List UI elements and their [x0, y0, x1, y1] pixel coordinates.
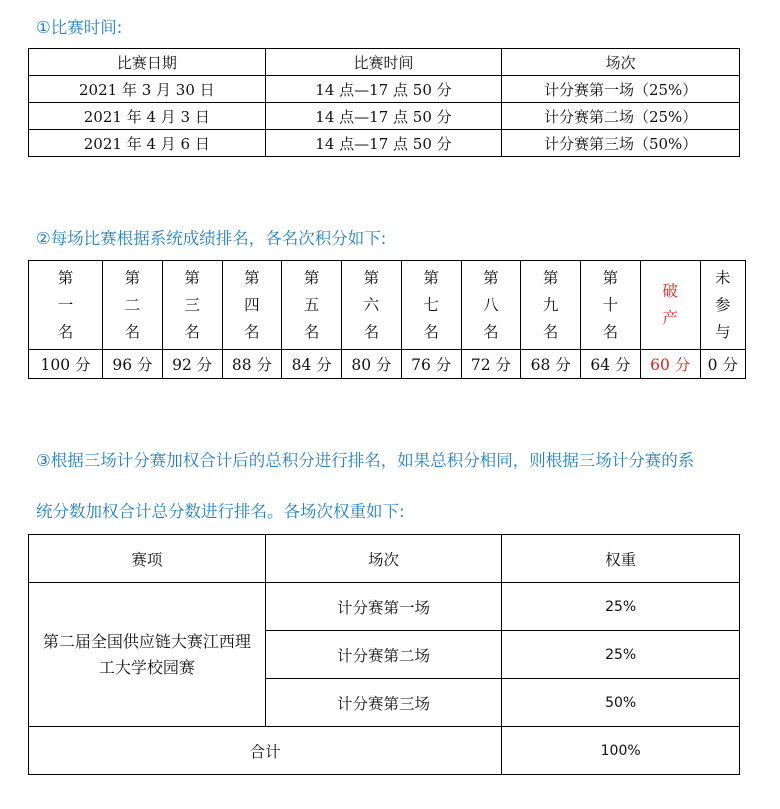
cell-time: 14 点—17 点 50 分 — [265, 76, 502, 103]
label-char: 名 — [244, 322, 260, 341]
label-char: 第 — [363, 268, 380, 287]
table-header-row — [29, 535, 740, 583]
table-header-row — [29, 49, 740, 76]
label-char: 产 — [662, 309, 678, 327]
label-char: 第 — [602, 268, 619, 287]
label-char: 名 — [303, 322, 320, 341]
label-char: 参 — [715, 295, 731, 314]
cell-date: 2021 年 4 月 6 日 — [29, 130, 266, 157]
absent-label — [700, 261, 745, 350]
label-char: 第 — [483, 268, 499, 287]
cell-time: 14 点—17 点 50 分 — [265, 103, 502, 130]
section3-heading-line2: 统分数加权合计总分数进行排名。各场次权重如下: — [36, 502, 405, 521]
label-char: 一 — [57, 295, 74, 314]
cell-weight: 25% — [502, 583, 740, 631]
header-round: 场次 — [502, 49, 740, 76]
rank-2-score: 96 分 — [103, 350, 163, 379]
total-label: 合计 — [29, 727, 502, 775]
weight-table — [28, 534, 740, 775]
rank-1-label — [29, 261, 103, 350]
section2-heading: ②每场比赛根据系统成绩排名，各名次积分如下: — [36, 229, 387, 248]
rank-5-score: 84 分 — [282, 350, 342, 379]
table-row — [29, 103, 740, 130]
bankrupt-score: 60 分 — [640, 350, 700, 379]
rank-score-row — [29, 350, 746, 379]
label-char: 与 — [715, 322, 731, 341]
label-char: 名 — [184, 322, 200, 341]
label-char: 三 — [184, 295, 200, 314]
rank-9-score: 68 分 — [521, 350, 581, 379]
label-char: 未 — [715, 268, 731, 287]
label-char: 名 — [483, 322, 499, 341]
section1-heading: ①比赛时间: — [36, 18, 123, 37]
rank-3-label — [162, 261, 222, 350]
cell-date: 2021 年 4 月 3 日 — [29, 103, 266, 130]
total-row — [29, 727, 740, 775]
rank-7-score: 76 分 — [401, 350, 461, 379]
label-char: 第 — [542, 268, 559, 287]
ranking-points-table — [28, 260, 746, 379]
label-char: 二 — [124, 295, 141, 314]
absent-score: 0 分 — [700, 350, 745, 379]
rank-10-score: 64 分 — [581, 350, 641, 379]
label-char: 九 — [542, 295, 559, 314]
bankrupt-label — [640, 261, 700, 350]
label-char: 第 — [244, 268, 260, 287]
label-char: 五 — [303, 295, 320, 314]
rank-6-label — [342, 261, 402, 350]
cell-round: 计分赛第二场 — [265, 631, 502, 679]
label-char: 第 — [57, 268, 74, 287]
section3-heading-line1: ③根据三场计分赛加权合计后的总积分进行排名，如果总积分相同，则根据三场计分赛的系 — [36, 451, 695, 470]
rank-8-label — [461, 261, 521, 350]
label-char: 十 — [602, 295, 619, 314]
label-char: 六 — [363, 295, 380, 314]
rank-8-score: 72 分 — [461, 350, 521, 379]
label-char: 名 — [363, 322, 380, 341]
label-char: 第 — [124, 268, 141, 287]
label-char: 名 — [602, 322, 619, 341]
rank-9-label — [521, 261, 581, 350]
label-char: 破 — [662, 282, 678, 300]
header-round: 场次 — [265, 535, 502, 583]
rank-5-label — [282, 261, 342, 350]
total-value: 100% — [502, 727, 740, 775]
rank-2-label — [103, 261, 163, 350]
label-char: 名 — [542, 322, 559, 341]
cell-round: 计分赛第三场 — [265, 679, 502, 727]
cell-round: 计分赛第一场 — [265, 583, 502, 631]
schedule-table — [28, 48, 740, 157]
rank-4-score: 88 分 — [222, 350, 282, 379]
label-char: 名 — [57, 322, 74, 341]
rank-label-row — [29, 261, 746, 350]
label-char: 名 — [124, 322, 141, 341]
cell-weight: 25% — [502, 631, 740, 679]
label-char: 第 — [184, 268, 200, 287]
header-date: 比赛日期 — [29, 49, 266, 76]
cell-round: 计分赛第一场（25%） — [502, 76, 740, 103]
label-char: 四 — [244, 295, 260, 314]
table-row — [29, 76, 740, 103]
table-row — [29, 130, 740, 157]
label-char: 第 — [423, 268, 439, 287]
table-row — [29, 583, 740, 631]
rank-1-score: 100 分 — [29, 350, 103, 379]
rank-4-label — [222, 261, 282, 350]
rank-6-score: 80 分 — [342, 350, 402, 379]
cell-round: 计分赛第三场（50%） — [502, 130, 740, 157]
rank-7-label — [401, 261, 461, 350]
event-name: 第二届全国供应链大赛江西理工大学校园赛 — [29, 583, 266, 727]
header-event: 赛项 — [29, 535, 266, 583]
header-time: 比赛时间 — [265, 49, 502, 76]
label-char: 第 — [303, 268, 320, 287]
cell-round: 计分赛第二场（25%） — [502, 103, 740, 130]
rank-3-score: 92 分 — [162, 350, 222, 379]
rank-10-label — [581, 261, 641, 350]
header-weight: 权重 — [502, 535, 740, 583]
label-char: 名 — [423, 322, 439, 341]
cell-date: 2021 年 3 月 30 日 — [29, 76, 266, 103]
label-char: 七 — [423, 295, 439, 314]
cell-weight: 50% — [502, 679, 740, 727]
label-char: 八 — [483, 295, 499, 314]
cell-time: 14 点—17 点 50 分 — [265, 130, 502, 157]
